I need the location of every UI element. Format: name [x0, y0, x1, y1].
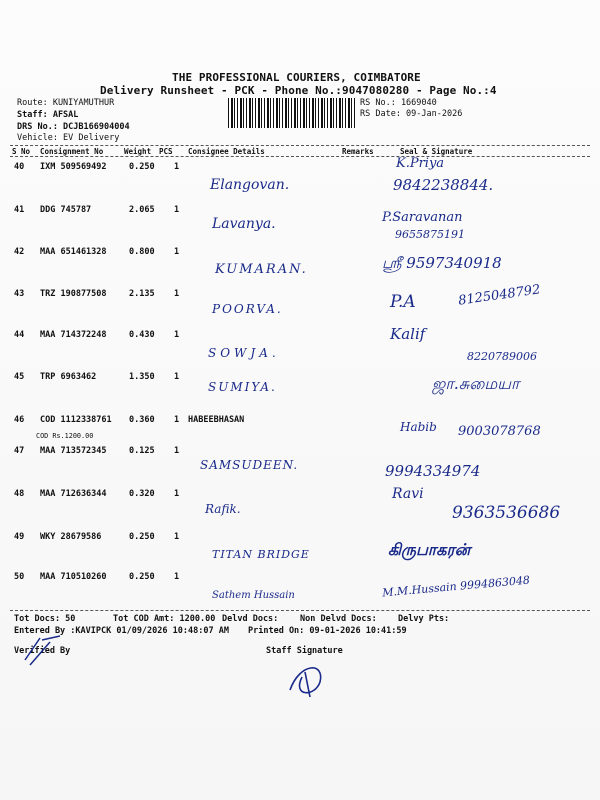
- row-consignment: MAA 713572345: [40, 446, 107, 456]
- row-sno: 45: [14, 372, 25, 382]
- row-consignee-handwritten: Sathem Hussain: [212, 590, 295, 601]
- row-pcs: 1: [174, 372, 180, 382]
- row-consignee-handwritten: TITAN BRIDGE: [212, 548, 310, 561]
- row-consignee-handwritten: SAMSUDEEN.: [200, 458, 299, 472]
- row-consignment: TRP 6963462: [40, 372, 97, 382]
- row-consignment: DDG 745787: [40, 205, 92, 215]
- row-weight: 0.320: [129, 489, 155, 499]
- verifier-signature-mark: [20, 630, 70, 670]
- delivered-docs: Delvd Docs:: [222, 614, 279, 624]
- row-signature: K.Priya: [396, 156, 445, 171]
- row-pcs: 1: [174, 162, 180, 172]
- row-sno: 49: [14, 532, 25, 542]
- staff-signature-mark: [280, 652, 340, 702]
- total-cod: Tot COD Amt: 1200.00: [113, 614, 216, 624]
- row-signature: Habib: [400, 420, 437, 434]
- col-sno: S No: [12, 147, 31, 156]
- table-bottom-rule: [10, 610, 590, 611]
- row-consignee-handwritten: Elangovan.: [210, 177, 290, 193]
- row-weight: 0.800: [129, 247, 155, 257]
- delivery-points: Delvy Pts:: [398, 614, 450, 624]
- col-remarks: Remarks: [342, 147, 374, 156]
- row-consignee-handwritten: POORVA.: [212, 302, 283, 316]
- vehicle-label: Vehicle: EV Delivery: [17, 133, 120, 143]
- row-weight: 0.430: [129, 330, 155, 340]
- row-pcs: 1: [174, 289, 180, 299]
- row-signature: ஸ்ரீ 9597340918: [382, 254, 502, 272]
- row-signature: 9994334974: [385, 462, 481, 480]
- non-delivered-docs: Non Delvd Docs:: [300, 614, 377, 624]
- col-consignment: Consignment No: [40, 147, 104, 156]
- row-sno: 42: [14, 247, 25, 257]
- row-pcs: 1: [174, 532, 180, 542]
- row-pcs: 1: [174, 205, 180, 215]
- row-weight: 1.350: [129, 372, 155, 382]
- row-signature: P.Saravanan: [382, 210, 463, 225]
- row-signature: Ravi: [392, 486, 424, 502]
- col-seal: Seal & Signature: [400, 147, 473, 156]
- row-sno: 43: [14, 289, 25, 299]
- runsheet-subtitle: Delivery Runsheet - PCK - Phone No.:9047080280 - Page No.:4: [100, 84, 497, 97]
- row-sno: 44: [14, 330, 25, 340]
- row-weight: 0.125: [129, 446, 155, 456]
- row-consignment: TRZ 190877508: [40, 289, 107, 299]
- row-pcs: 1: [174, 489, 180, 499]
- row-signature-phone: 9363536686: [452, 503, 561, 523]
- rs-number: RS No.: 1669040: [360, 98, 437, 108]
- col-pcs: PCS: [159, 147, 173, 156]
- staff-label: Staff: AFSAL: [17, 110, 79, 120]
- row-consignment: MAA 651461328: [40, 247, 107, 257]
- row-consignment: MAA 712636344: [40, 489, 107, 499]
- row-sno: 41: [14, 205, 25, 215]
- verified-by-label: Verified By: [14, 646, 71, 656]
- printed-on: Printed On: 09-01-2026 10:41:59: [248, 626, 407, 636]
- row-signature: M.M.Hussain 9994863048: [381, 573, 531, 600]
- col-consignee: Consignee Details: [188, 147, 265, 156]
- header-bottom-rule: [10, 156, 590, 157]
- row-weight: 0.250: [129, 532, 155, 542]
- company-title: THE PROFESSIONAL COURIERS, COIMBATORE: [172, 71, 421, 84]
- row-sno: 40: [14, 162, 25, 172]
- row-cod-amount: COD Rs.1200.00: [36, 432, 94, 440]
- row-pcs: 1: [174, 330, 180, 340]
- row-signature-phone: 9842238844.: [393, 176, 494, 194]
- row-pcs: 1: [174, 247, 180, 257]
- row-signature-phone: 9003078768: [458, 424, 541, 439]
- row-weight: 0.360: [129, 415, 155, 425]
- row-pcs: 1: [174, 446, 180, 456]
- row-consignee-handwritten: KUMARAN.: [215, 262, 308, 277]
- row-signature-phone: 8125048792: [457, 282, 542, 309]
- row-consignee-handwritten: SOWJA.: [208, 346, 280, 360]
- entered-by: Entered By :KAVIPCK 01/09/2026 10:48:07 AM: [14, 626, 229, 636]
- row-consignment: MAA 714372248: [40, 330, 107, 340]
- drs-number: DRS No.: DCJB166904004: [17, 122, 130, 132]
- row-consignee-handwritten: Lavanya.: [212, 216, 276, 232]
- total-docs: Tot Docs: 50: [14, 614, 76, 624]
- row-consignment: IXM 509569492: [40, 162, 107, 172]
- route-label: Route: KUNIYAMUTHUR: [17, 98, 115, 108]
- row-consignee: HABEEBHASAN: [188, 415, 245, 425]
- header-top-rule: [10, 145, 590, 146]
- row-weight: 0.250: [129, 162, 155, 172]
- row-signature: P.A: [390, 292, 416, 312]
- row-consignee-handwritten: Rafik.: [205, 502, 241, 516]
- row-sno: 46: [14, 415, 25, 425]
- col-weight: Weight: [124, 147, 152, 156]
- row-signature-phone: 8220789006: [467, 350, 537, 363]
- row-consignee-handwritten: SUMIYA.: [208, 380, 277, 394]
- row-sno: 48: [14, 489, 25, 499]
- row-signature-phone: 9655875191: [395, 228, 465, 241]
- row-signature: ஜா.சுமையா: [432, 374, 520, 393]
- barcode: [228, 98, 356, 128]
- row-weight: 2.065: [129, 205, 155, 215]
- row-consignment: COD 1112338761: [40, 415, 112, 425]
- row-signature: Kalif: [390, 325, 426, 343]
- row-pcs: 1: [174, 572, 180, 582]
- row-sno: 50: [14, 572, 25, 582]
- rs-date: RS Date: 09-Jan-2026: [360, 109, 463, 119]
- row-weight: 0.250: [129, 572, 155, 582]
- row-consignment: WKY 28679586: [40, 532, 102, 542]
- row-weight: 2.135: [129, 289, 155, 299]
- row-consignment: MAA 710510260: [40, 572, 107, 582]
- row-sno: 47: [14, 446, 25, 456]
- row-pcs: 1: [174, 415, 180, 425]
- row-signature: கிருபாகரன்: [388, 540, 471, 559]
- staff-signature-label: Staff Signature: [266, 646, 343, 656]
